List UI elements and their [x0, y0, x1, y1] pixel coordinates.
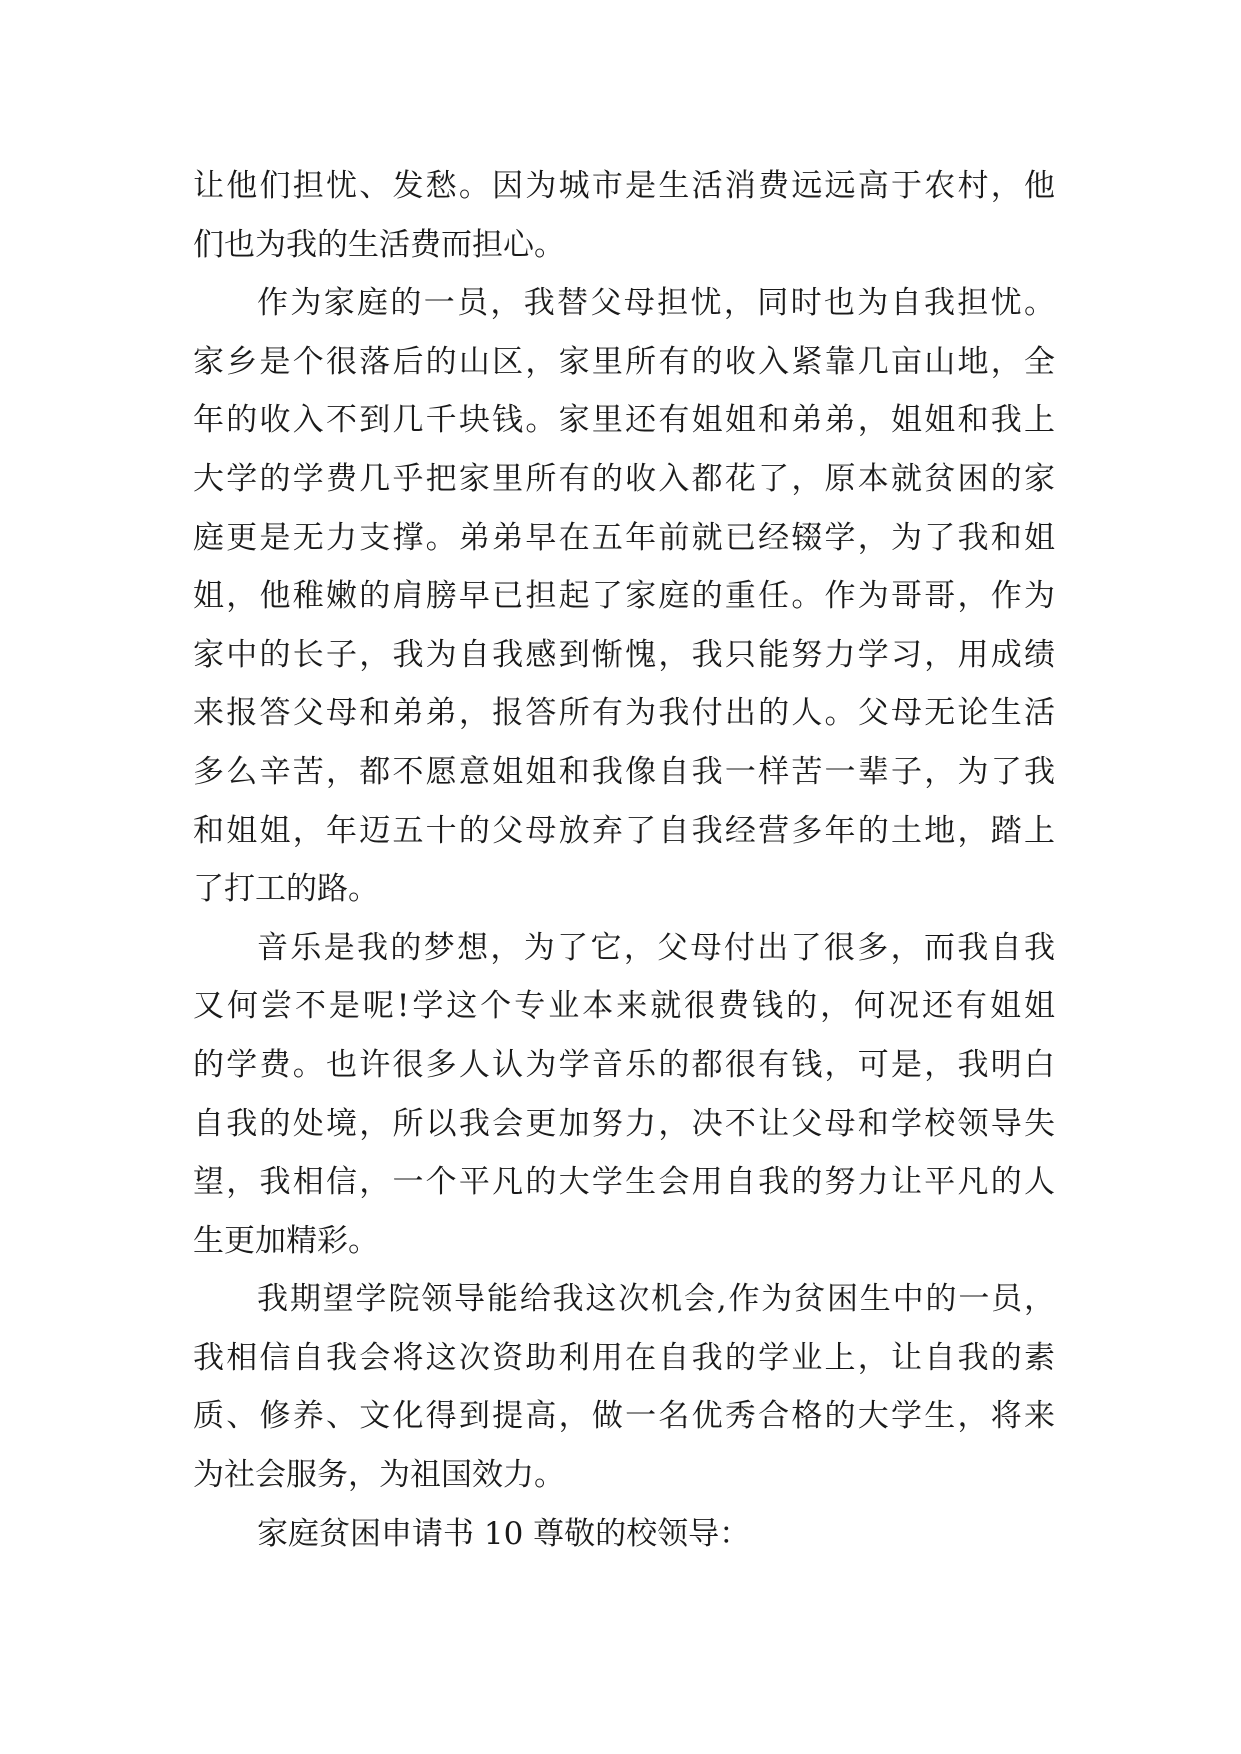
text-line: 了打工的路。 — [193, 871, 379, 908]
text-line: 家乡是个很落后的山区，家里所有的收入紧靠几亩山地，全 — [193, 343, 1055, 380]
text-line: 庭更是无力支撑。弟弟早在五年前就已经辍学，为了我和姐 — [193, 519, 1055, 556]
text-line: 们也为我的生活费而担心。 — [193, 226, 565, 263]
text-line: 多么辛苦，都不愿意姐姐和我像自我一样苦一辈子，为了我 — [193, 753, 1055, 790]
text-line: 我期望学院领导能给我这次机会,作为贫困生中的一员， — [257, 1281, 1055, 1318]
text-line: 让他们担忧、发愁。因为城市是生活消费远远高于农村，他 — [193, 168, 1055, 204]
text-line: 和姐姐，年迈五十的父母放弃了自我经营多年的土地，踏上 — [193, 812, 1055, 849]
text-line: 又何尝不是呢!学这个专业本来就很费钱的，何况还有姐姐 — [193, 988, 1055, 1025]
text-line: 为社会服务，为祖国效力。 — [193, 1457, 565, 1494]
text-line: 质、修养、文化得到提高，做一名优秀合格的大学生，将来 — [193, 1398, 1055, 1435]
text-line: 大学的学费几乎把家里所有的收入都花了，原本就贫困的家 — [193, 460, 1055, 497]
text-line: 音乐是我的梦想，为了它，父母付出了很多，而我自我 — [257, 929, 1055, 966]
text-line: 生更加精彩。 — [193, 1222, 379, 1259]
text-line: 我相信自我会将这次资助利用在自我的学业上，让自我的素 — [193, 1339, 1055, 1376]
text-line: 的学费。也许很多人认为学音乐的都很有钱，可是，我明白 — [193, 1046, 1055, 1083]
body-text — [193, 157, 1055, 1563]
text-line: 家中的长子，我为自我感到惭愧，我只能努力学习，用成绩 — [193, 636, 1055, 673]
text-line: 姐，他稚嫩的肩膀早已担起了家庭的重任。作为哥哥，作为 — [193, 578, 1055, 615]
text-line: 作为家庭的一员，我替父母担忧，同时也为自我担忧。 — [257, 285, 1055, 322]
text-line: 年的收入不到几千块钱。家里还有姐姐和弟弟，姐姐和我上 — [193, 402, 1055, 439]
text-line: 家庭贫困申请书 10 尊敬的校领导： — [257, 1515, 751, 1552]
text-line: 自我的处境，所以我会更加努力，决不让父母和学校领导失 — [193, 1105, 1055, 1142]
text-line: 来报答父母和弟弟，报答所有为我付出的人。父母无论生活 — [193, 695, 1055, 732]
text-line: 望，我相信，一个平凡的大学生会用自我的努力让平凡的人 — [193, 1164, 1055, 1201]
